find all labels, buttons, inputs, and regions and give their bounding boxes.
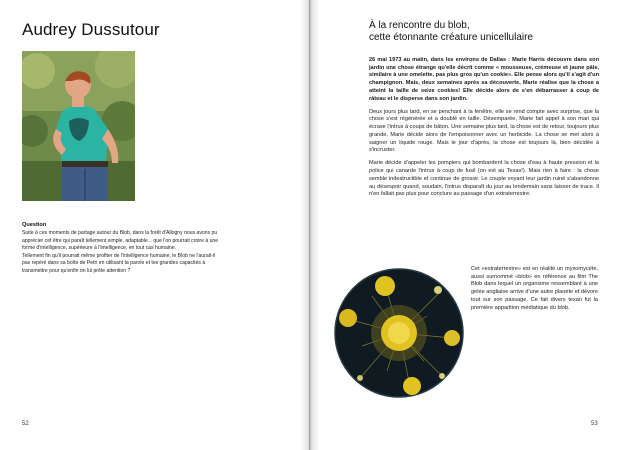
blob-image — [332, 266, 466, 400]
page-number-right: 53 — [591, 421, 598, 427]
article-paragraph: Deux jours plus tard, en se penchant à la fenêtre, elle se rend compte avec surprise, que la chose s'est régénérée et a doublé en taille. Désemparée, Marie fait appel à son mari qui écrase l'intrus à coups de bâton. Une semaine plus tard, la chose est de retour, toujours plus grande. Marie décide alors de l'empoisonner avec un herbicide. La chose se met alors à saigner un liquide rouge. Mais le jour d'après, la chose est toujours là, bien décidée à s'incruster. — [369, 108, 599, 154]
page-number-left: 52 — [22, 421, 29, 427]
side-paragraph: Cet «extraterrestre» est en réalité un myxomycète, aussi surnommé «blob» en référence au film The Blob dans lequel un organisme ressemblant à une gelée angliaise arrive d'une autre planète et dévore tout sur son passage. Ce fait divers texan fut la première apparition médiatique du blob. — [471, 266, 599, 311]
author-photo — [22, 51, 135, 201]
question-paragraph: Suite à ces moments de partage autour du Blob, dans la forêt d'Allogny nous avons pu apprécier cet être qui paraît tellement simple, adaptable... que l'on pourrait croire à une forme d'intelligence, supérieure à l'intelligence, en tout cas humaine. — [22, 230, 219, 252]
article-paragraph: 26 mai 1973 au matin, dans les environs de Dallas : Marie Harris découvre dans son jardin une chose étrange qu'elle décrit comme « mousseuse, crémeuse et jaune pâle, similaire à une omelette, pas plus gros qu'un cookie». Elle pense alors qu'il s'agit d'un champignon. Mais, deux semaines après sa découverte, Marie réalise que la chose a atteint la taille de seize cookies! Elle décide alors de s'en débarrasser à coup de râteau et le disperse dans son jardin. — [369, 57, 599, 102]
article-title-line: À la rencontre du blob, — [369, 20, 470, 31]
question-text — [22, 230, 224, 276]
article-paragraph: Marie décide d'appeler les pompiers qui bombardent la chose d'eau à haute pression et la police qui canarde l'intrus à coup de fusil (on est au Texas!). Mais rien à faire : la chose semble indestructible et continue de grossir. Le couple voyant leur jardin ruiné s'abandonne au désespoir quand, soudain, l'intrus disparaît du jour au lendemain sans laisser de trace. Il n'en fallait pas plus pour conclure au passage d'un extraterrestre. — [369, 160, 599, 198]
author-photo-image — [22, 51, 135, 201]
blob-petri-dish-photo — [332, 266, 466, 400]
book-gutter-shadow — [300, 0, 320, 450]
question-title: Question — [22, 222, 47, 228]
article-title — [369, 20, 599, 43]
article-title-line: cette étonnante créature unicellulaire — [369, 31, 533, 43]
author-name: Audrey Dussutour — [22, 20, 160, 39]
article-body — [369, 57, 599, 204]
left-page — [0, 0, 309, 450]
question-paragraph: Tellement fin qu'il pourrait même profiter de l'intelligence humaine, le Blob ne l'aurait-il pas repéré dans sa boîte de Petri en utilisant ta parole et tes grandes capacités à transmettre pour qu'enfin on lui prête attention ? — [22, 252, 216, 274]
